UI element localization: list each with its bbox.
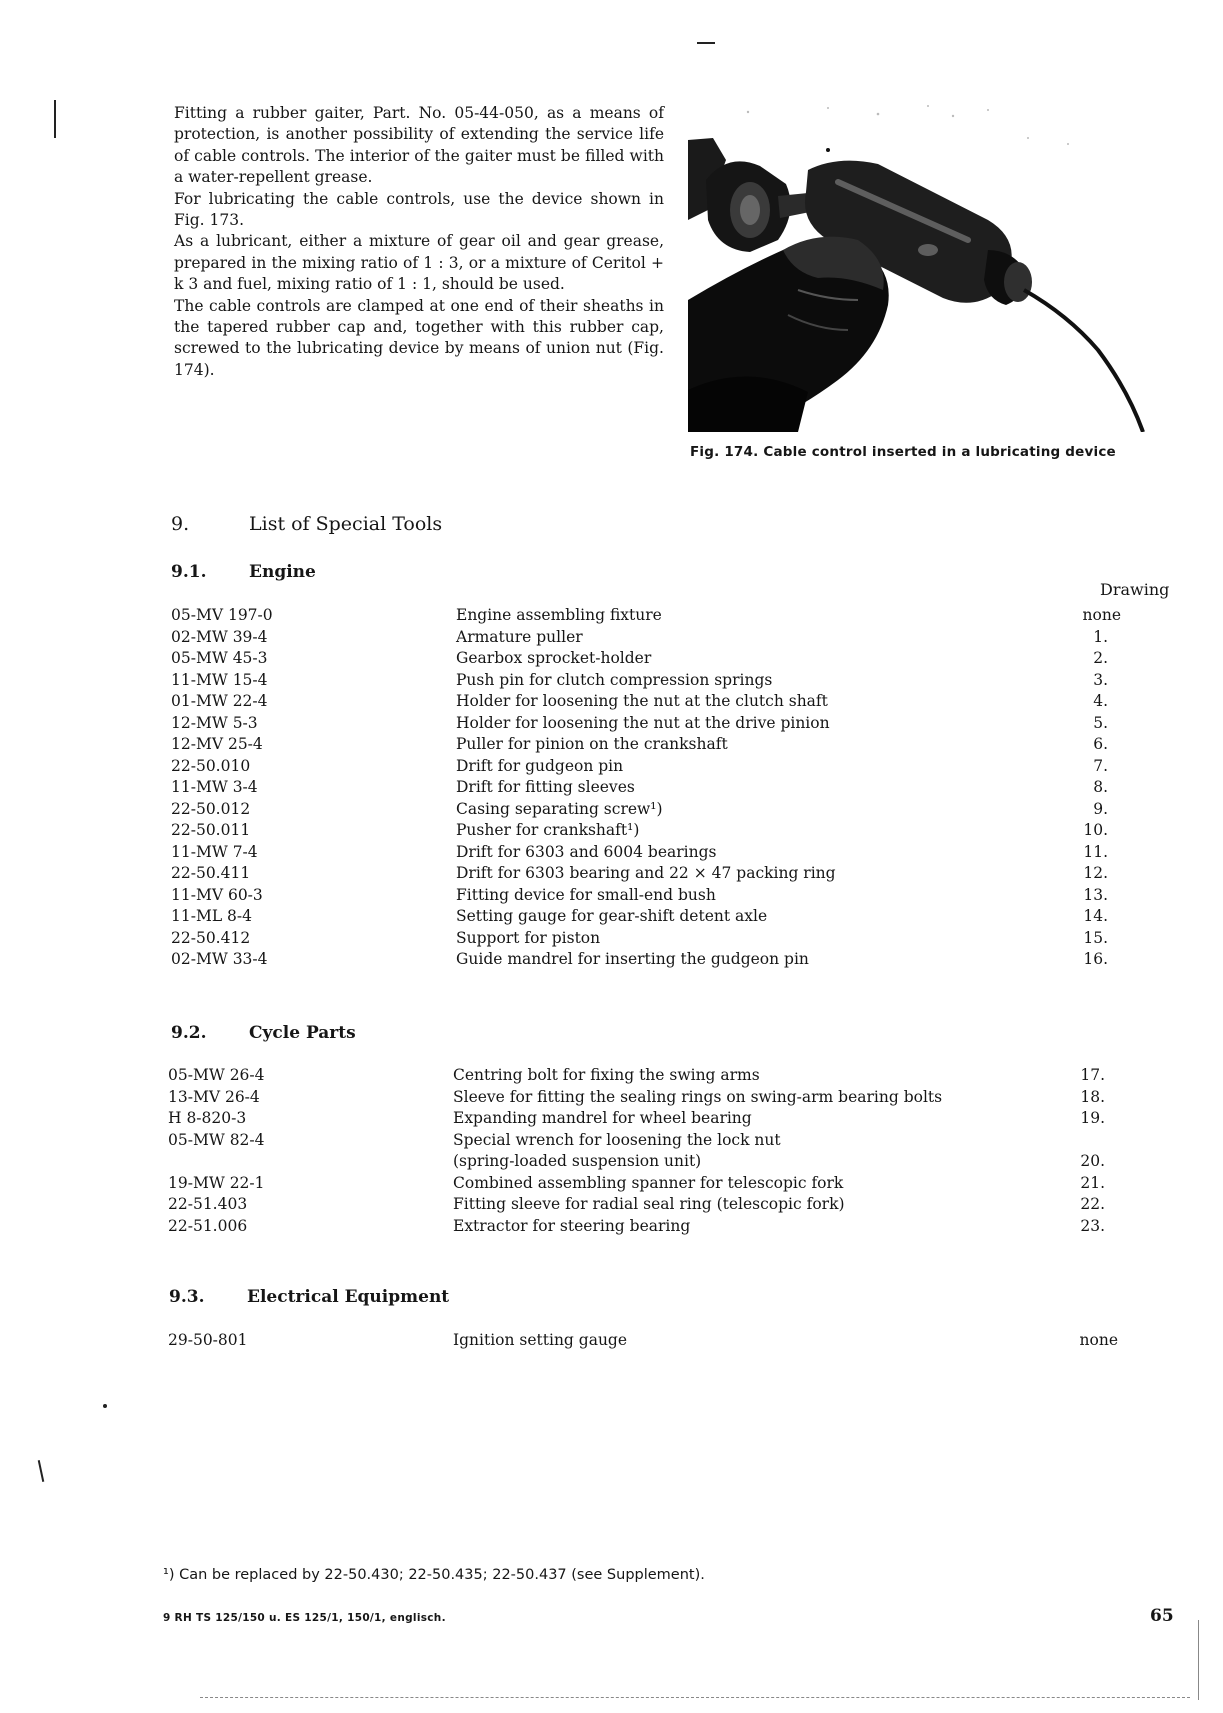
tool-row [168, 1194, 1168, 1216]
engine-title: Engine [249, 562, 316, 582]
tool-row [171, 885, 1171, 907]
tool-description: Holder for loosening the nut at the clutch shaft [456, 692, 828, 710]
drawing-number: 11. [1083, 842, 1108, 861]
section-heading [171, 513, 442, 535]
drawing-number: 21. [1080, 1173, 1105, 1192]
part-number: 05-MW 26-4 [168, 1066, 265, 1084]
tool-description: Drift for 6303 bearing and 22 × 47 packing ring [456, 864, 836, 882]
drawing-number: 7. [1093, 756, 1108, 775]
scan-mark [103, 1404, 107, 1408]
drawing-number: 2. [1093, 649, 1108, 667]
drawing-number: 23. [1080, 1216, 1105, 1235]
tool-description: Fitting sleeve for radial seal ring (telescopic fork) [453, 1195, 845, 1213]
scan-mark [200, 1697, 1190, 1699]
drawing-number: 20. [1080, 1152, 1105, 1170]
drawing-number: 17. [1080, 1066, 1105, 1084]
drawing-number: 4. [1093, 692, 1108, 710]
part-number: 11-ML 8-4 [171, 907, 253, 925]
part-number: 29-50-801 [168, 1331, 248, 1349]
electrical-number: 9.3. [169, 1287, 205, 1307]
part-number: 11-MW 3-4 [171, 778, 258, 796]
scan-mark [697, 42, 715, 44]
tool-row [171, 799, 1171, 821]
tool-description: Extractor for steering bearing [453, 1216, 691, 1235]
cycle-parts-number: 9.2. [171, 1023, 207, 1043]
drawing-number: 12. [1083, 864, 1108, 882]
tool-description: Push pin for clutch compression springs [456, 670, 773, 689]
tool-row [171, 756, 1171, 778]
drawing-number: 15. [1083, 928, 1108, 947]
part-number: 22-51.006 [168, 1216, 248, 1235]
tool-description: Ignition setting gauge [453, 1331, 628, 1349]
tool-row [168, 1151, 1168, 1173]
drawing-number: 9. [1093, 799, 1108, 818]
tool-row [168, 1173, 1168, 1195]
cycle-parts-heading [171, 1023, 356, 1043]
part-number: 05-MW 82-4 [168, 1130, 265, 1149]
tool-description: Puller for pinion on the crankshaft [456, 735, 728, 753]
cycle-parts-title: Cycle Parts [249, 1023, 356, 1043]
drawing-number: 16. [1083, 950, 1108, 968]
drawing-number: 8. [1093, 778, 1108, 796]
tool-row [171, 648, 1171, 670]
part-number: 22-50.411 [171, 864, 251, 882]
tool-row [171, 906, 1171, 928]
part-number: 22-50.011 [171, 821, 251, 839]
tool-description: Holder for loosening the nut at the drive pinion [456, 713, 830, 732]
engine-tools-table [171, 605, 1171, 971]
tool-row [171, 777, 1171, 799]
drawing-number: 10. [1083, 821, 1108, 839]
tool-row [171, 863, 1171, 885]
part-number: 05-MW 45-3 [171, 649, 268, 667]
tool-description: Fitting device for small-end bush [456, 885, 716, 904]
tool-description: Special wrench for loosening the lock nut [453, 1130, 781, 1149]
tool-description: Drift for fitting sleeves [456, 778, 635, 796]
drawing-number: 1. [1093, 627, 1108, 646]
intro-paragraph-4: The cable controls are clamped at one end of their sheaths in the tapered rubber cap and, together with this rubber cap, screwed to the lubricating device by means of union nut (Fig. 174). [174, 296, 664, 379]
part-number: 22-50.412 [171, 928, 251, 947]
tool-row [171, 627, 1171, 649]
tool-row [171, 928, 1171, 950]
part-number: 22-51.403 [168, 1195, 248, 1213]
tool-description: Gearbox sprocket-holder [456, 649, 652, 667]
tool-description: Engine assembling fixture [456, 606, 662, 624]
section-title: List of Special Tools [249, 513, 443, 535]
electrical-tools-table [168, 1330, 1168, 1352]
part-number: 13-MV 26-4 [168, 1087, 260, 1106]
tool-row [171, 670, 1171, 692]
part-number: 22-50.012 [171, 799, 251, 818]
part-number: H 8-820-3 [168, 1109, 247, 1127]
tool-description: Expanding mandrel for wheel bearing [453, 1109, 752, 1127]
intro-paragraph-2: For lubricating the cable controls, use the device shown in Fig. 173. [174, 189, 664, 230]
part-number: 02-MW 39-4 [171, 627, 268, 646]
tool-description: Drift for 6303 and 6004 bearings [456, 842, 717, 861]
tool-row [168, 1087, 1168, 1109]
footer-text: 9 RH TS 125/150 u. ES 125/1, 150/1, englisch. [163, 1612, 446, 1624]
tool-row [168, 1330, 1168, 1352]
figure-caption: Fig. 174. Cable control inserted in a lubricating device [690, 444, 1116, 460]
tool-description: Guide mandrel for inserting the gudgeon pin [456, 950, 809, 968]
part-number: 19-MW 22-1 [168, 1173, 265, 1192]
electrical-heading [169, 1287, 449, 1307]
page-number: 65 [1150, 1606, 1174, 1626]
intro-text [174, 103, 664, 381]
part-number: 11-MW 15-4 [171, 670, 268, 689]
intro-paragraph-1: Fitting a rubber gaiter, Part. No. 05-44-050, as a means of protection, is another possibility of extending the service life of cable controls. The interior of the gaiter must be filled with a water-repellent grease. [174, 104, 664, 187]
tool-description: (spring-loaded suspension unit) [453, 1152, 702, 1170]
tool-description: Pusher for crankshaft¹) [456, 821, 640, 839]
tool-row [168, 1065, 1168, 1087]
cycle-parts-tools-table [168, 1065, 1168, 1237]
part-number: 11-MW 7-4 [171, 842, 258, 861]
part-number: 22-50.010 [171, 756, 251, 775]
tool-description: Casing separating screw¹) [456, 799, 663, 818]
section-number: 9. [171, 513, 190, 535]
tool-row [171, 691, 1171, 713]
tool-row [168, 1216, 1168, 1238]
drawing-column-header: Drawing [1100, 580, 1170, 599]
tool-description: Centring bolt for fixing the swing arms [453, 1066, 760, 1084]
drawing-number: 19. [1080, 1109, 1105, 1127]
lubricating-device-photo [688, 100, 1168, 432]
part-number: 12-MV 25-4 [171, 735, 263, 753]
part-number: 02-MW 33-4 [171, 950, 268, 968]
tool-description: Combined assembling spanner for telescopic fork [453, 1173, 844, 1192]
drawing-number: 14. [1083, 907, 1108, 925]
part-number: 12-MW 5-3 [171, 713, 258, 732]
electrical-title: Electrical Equipment [247, 1287, 450, 1307]
drawing-number: 5. [1093, 713, 1108, 732]
part-number: 05-MV 197-0 [171, 606, 273, 624]
intro-paragraph-3: As a lubricant, either a mixture of gear oil and gear grease, prepared in the mixing ratio of 1 : 3, or a mixture of Ceritol + k 3 and fuel, mixing ratio of 1 : 1, should be used. [174, 232, 664, 294]
tool-row [171, 820, 1171, 842]
drawing-number: none [1079, 1331, 1118, 1349]
scan-mark [54, 100, 56, 138]
engine-heading [171, 562, 316, 582]
tool-row [171, 842, 1171, 864]
footnote: ¹) Can be replaced by 22-50.430; 22-50.435; 22-50.437 (see Supplement). [163, 1567, 705, 1583]
drawing-number: 3. [1093, 670, 1108, 689]
tool-row [171, 949, 1171, 971]
tool-description: Setting gauge for gear-shift detent axle [456, 907, 768, 925]
tool-row [168, 1130, 1168, 1152]
drawing-number: 18. [1080, 1087, 1105, 1106]
tool-row [171, 713, 1171, 735]
drawing-number: 13. [1083, 885, 1108, 904]
drawing-number: none [1082, 606, 1121, 624]
tool-row [171, 734, 1171, 756]
tool-description: Support for piston [456, 928, 601, 947]
engine-number: 9.1. [171, 562, 207, 582]
tool-row [171, 605, 1171, 627]
scan-mark [1198, 1620, 1199, 1700]
drawing-number: 6. [1093, 735, 1108, 753]
part-number: 01-MW 22-4 [171, 692, 268, 710]
drawing-number: 22. [1080, 1195, 1105, 1213]
part-number: 11-MV 60-3 [171, 885, 263, 904]
tool-description: Armature puller [456, 627, 583, 646]
tool-row [168, 1108, 1168, 1130]
tool-description: Drift for gudgeon pin [456, 756, 624, 775]
scan-mark [38, 1460, 45, 1482]
tool-description: Sleeve for fitting the sealing rings on swing-arm bearing bolts [453, 1087, 943, 1106]
